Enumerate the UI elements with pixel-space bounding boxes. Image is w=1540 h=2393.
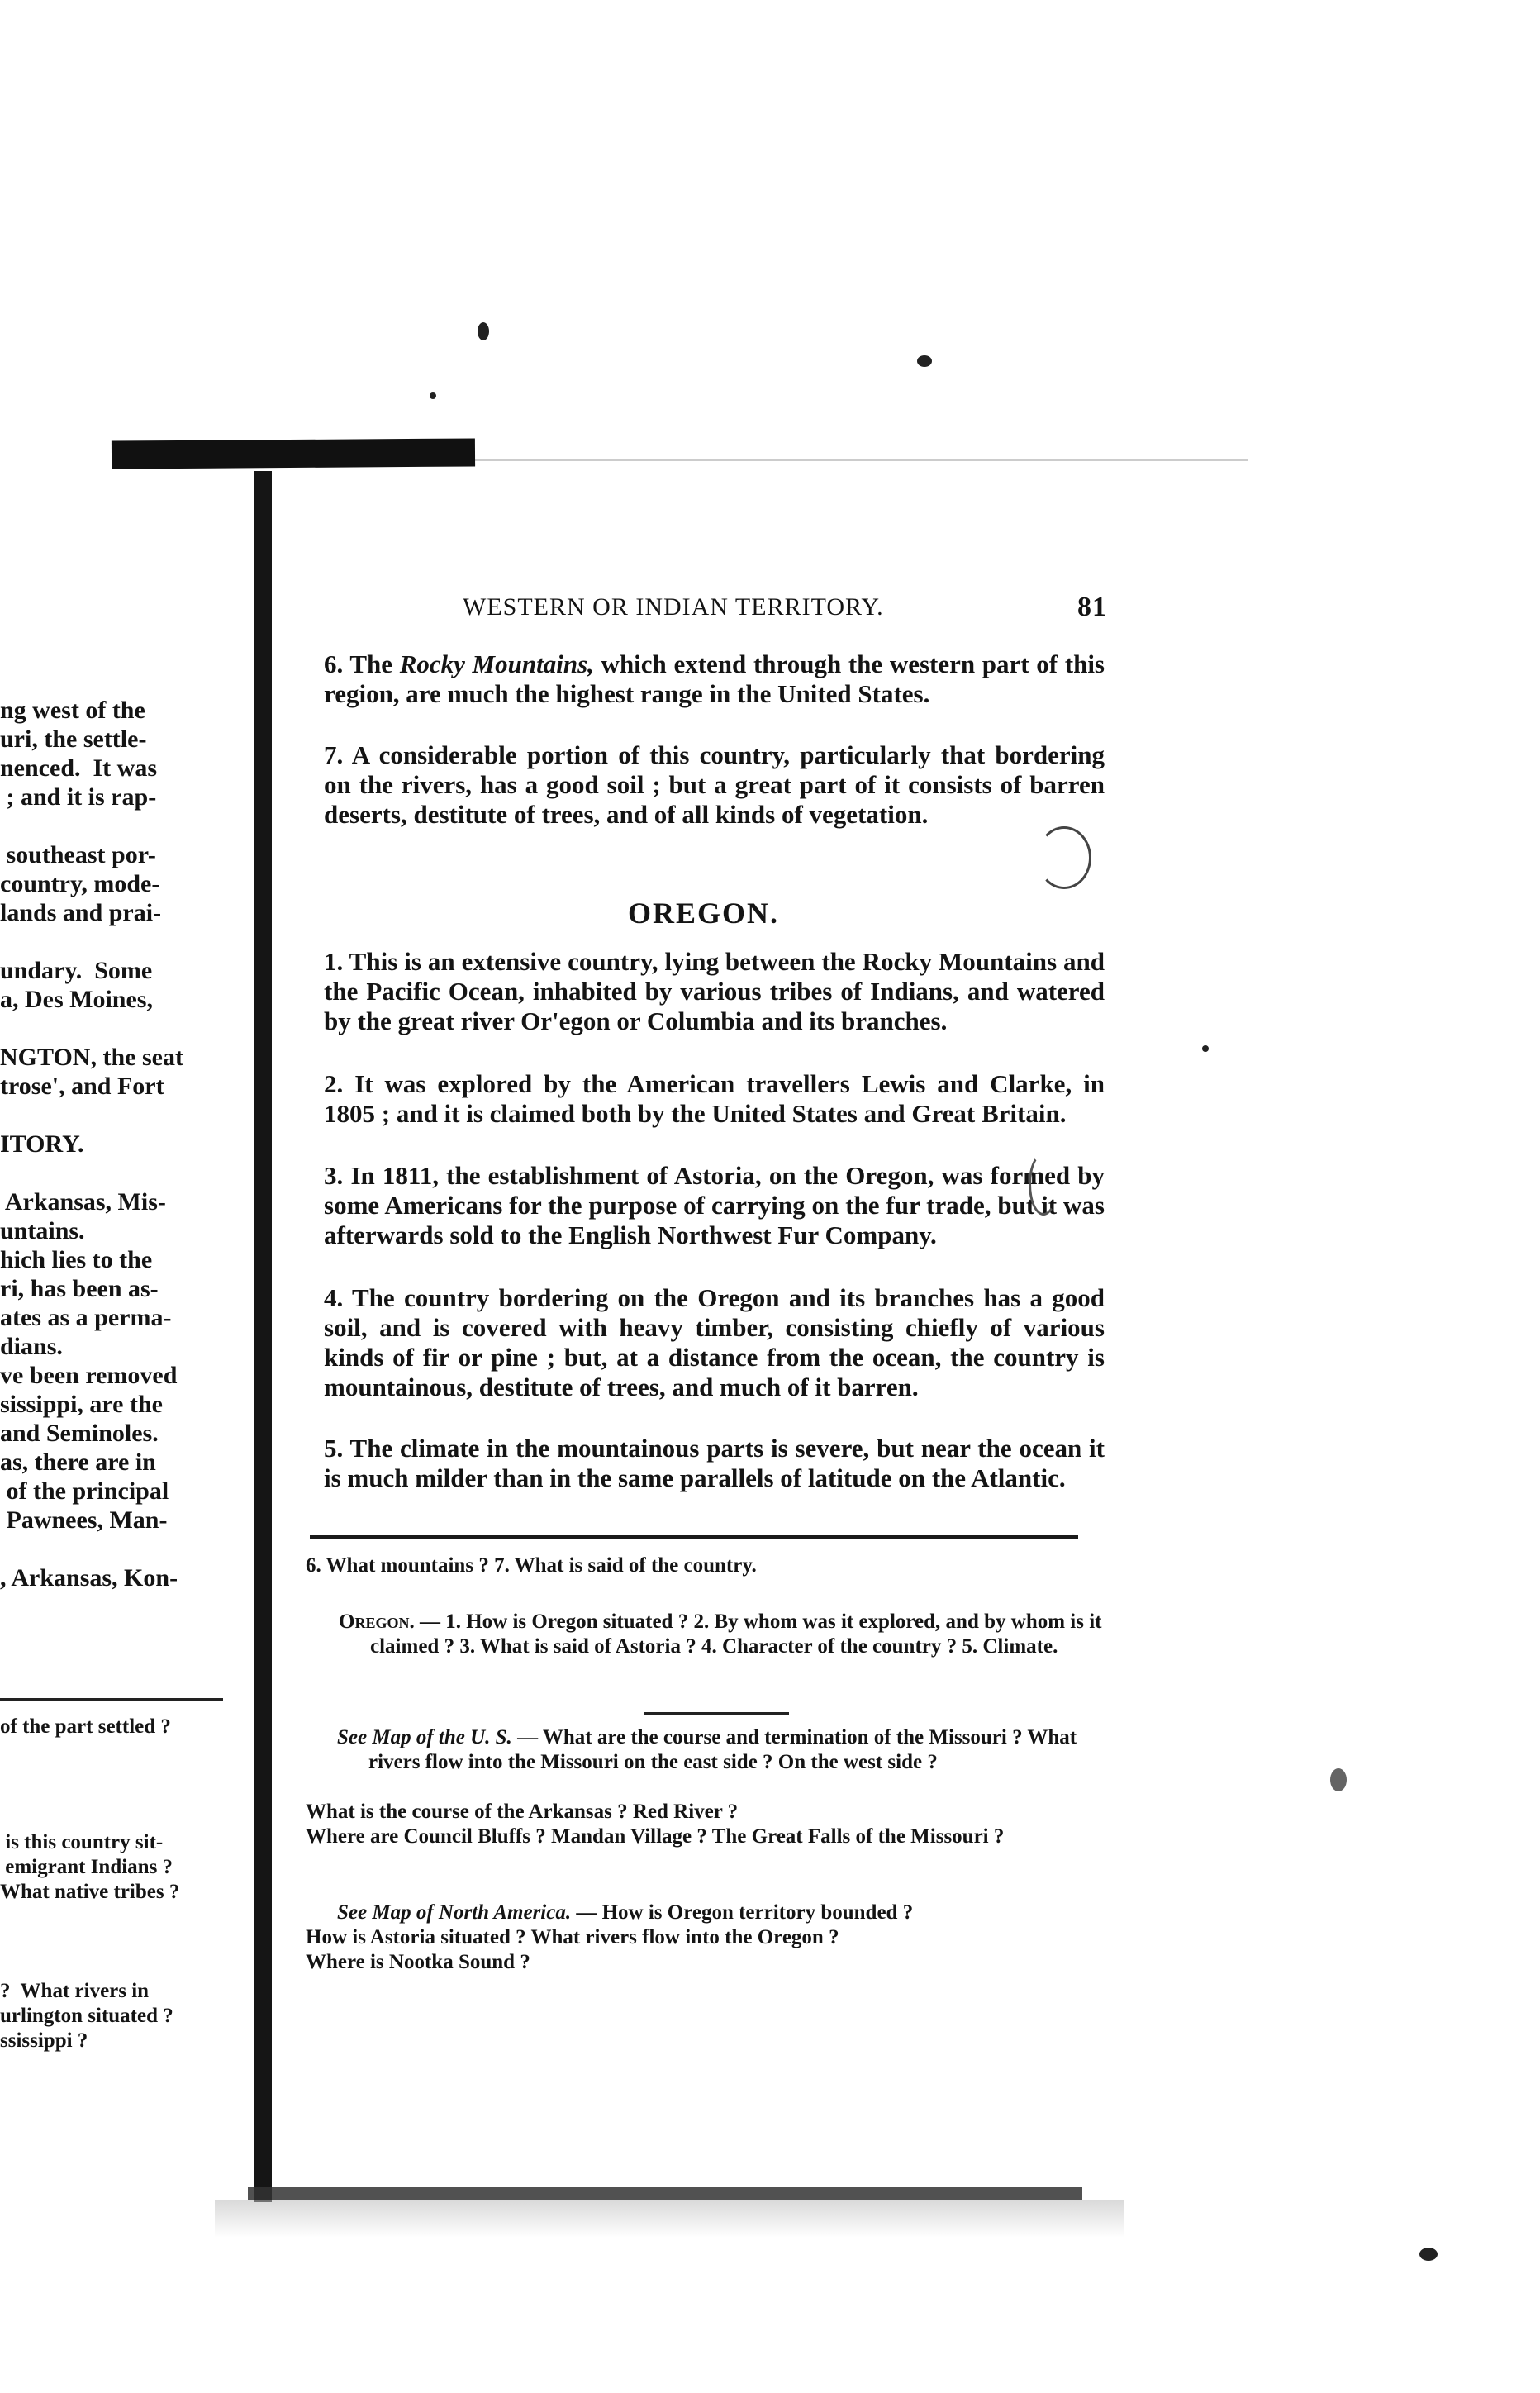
- left-page-line: hich lies to the: [0, 1246, 153, 1273]
- binding-bar-vertical: [254, 471, 272, 2202]
- question-block-1: 6. What mountains ? 7. What is said of the country.: [306, 1554, 757, 1577]
- oregon-paragraph-5: 5. The climate in the mountainous parts is severe, but near the ocean it is much milder than in the same parallels of latitude on the Atlantic.: [324, 1434, 1105, 1492]
- left-page-line: [0, 1158, 221, 1187]
- scan-speck: [478, 322, 489, 340]
- left-page-line: a, Des Moines,: [0, 986, 153, 1013]
- pencil-mark: [1029, 1153, 1058, 1216]
- left-page-line: ve been removed: [0, 1362, 178, 1389]
- oregon-paragraph-1: 1. This is an extensive country, lying between the Rocky Mountains and the Pacific Ocean, inhabited by various tribes of Indians, and watered by the great river Or'egon or Columbia and its branches.: [324, 947, 1105, 1035]
- left-page-text: [0, 696, 221, 1592]
- left-page-line: ; and it is rap-: [0, 783, 157, 811]
- left-page-line: trose', and Fort: [0, 1073, 164, 1100]
- left-page-line: , Arkansas, Kon-: [0, 1564, 178, 1591]
- scan-speck: [1202, 1045, 1209, 1052]
- oregon-paragraph-4: 4. The country bordering on the Oregon and its branches has a good soil, and is covered with heavy timber, consisting chiefly of various kinds of fir or pine ; but, at a distance from the ocean, the country is mountainous, destitute of trees, and much of it barren.: [324, 1283, 1105, 1401]
- left-page-line: and Seminoles.: [0, 1420, 159, 1447]
- page-number: 81: [1077, 592, 1107, 622]
- running-title: WESTERN OR INDIAN TERRITORY.: [463, 593, 884, 621]
- scan-speck: [1330, 1768, 1347, 1791]
- map-question-nootka: Where is Nootka Sound ?: [306, 1951, 530, 1973]
- map-question-arkansas: What is the course of the Arkansas ? Red River ?: [306, 1801, 739, 1823]
- left-page-line: [0, 1014, 221, 1043]
- left-page-line: as, there are in: [0, 1449, 156, 1476]
- left-page-line: of the principal: [0, 1477, 169, 1505]
- left-page-line: southeast por-: [0, 841, 156, 868]
- running-header: [463, 593, 1107, 621]
- left-page-line: country, mode-: [0, 870, 160, 897]
- left-page-line: lands and prai-: [0, 899, 162, 926]
- left-page-line: ng west of the: [0, 697, 145, 724]
- scan-speck: [430, 392, 436, 399]
- left-page-line: ITORY.: [0, 1130, 84, 1158]
- left-page-line: NGTON, the seat: [0, 1044, 183, 1071]
- left-page-line: untains.: [0, 1217, 85, 1244]
- left-page-line: ates as a perma-: [0, 1304, 172, 1331]
- scan-shadow: [215, 2200, 1124, 2238]
- left-page-questions-b: is this country sit- emigrant Indians ? What native tribes ?: [0, 1831, 180, 1903]
- paragraph-6: 6. The Rocky Mountains, which extend through the western part of this region, are much the highest range in the United States.: [324, 649, 1105, 708]
- left-page-line: dians.: [0, 1333, 63, 1360]
- page-edge-line: [475, 459, 1248, 461]
- left-page-line: Pawnees, Man-: [0, 1506, 168, 1534]
- left-page-line: [0, 1101, 221, 1130]
- binding-bar-bottom: [248, 2187, 1082, 2200]
- question-rule: [644, 1712, 789, 1715]
- left-page-line: [0, 927, 221, 956]
- scan-speck: [917, 355, 932, 367]
- section-rule: [310, 1535, 1078, 1539]
- pencil-mark: [1037, 826, 1091, 889]
- left-page-line: uri, the settle-: [0, 726, 147, 753]
- left-page-line: [0, 1534, 221, 1563]
- oregon-paragraph-3: 3. In 1811, the establishment of Astoria, on the Oregon, was formed by some Americans for the purpose of carrying on the fur trade, but it was afterwards sold to the English Northwest Fur Company.: [324, 1161, 1105, 1249]
- paragraph-7: 7. A considerable portion of this country, particularly that bordering on the rivers, has a good soil ; but a great part of it consists of barren deserts, destitute of trees, and of all kinds of vegetation.: [324, 740, 1105, 829]
- left-page-line: Arkansas, Mis-: [0, 1188, 166, 1216]
- left-page-line: sissippi, are the: [0, 1391, 163, 1418]
- question-block-oregon: Oregon. — 1. How is Oregon situated ? 2. By whom was it explored, and by whom is it claimed ? 3. What is said of Astoria ? 4. Character of the country ? 5. Climate.: [339, 1610, 1102, 1658]
- left-page-line: undary. Some: [0, 957, 153, 984]
- oregon-paragraph-2: 2. It was explored by the American travellers Lewis and Clarke, in 1805 ; and it is claimed both by the United States and Great Britain.: [324, 1069, 1105, 1128]
- section-title: OREGON.: [628, 897, 780, 930]
- map-question-us: See Map of the U. S. — What are the course and termination of the Missouri ? What rivers flow into the Missouri on the east side ? On the west side ?: [337, 1726, 1077, 1773]
- map-question-council-bluffs: Where are Council Bluffs ? Mandan Village ? The Great Falls of the Missouri ?: [306, 1825, 1005, 1848]
- left-page-question: of the part settled ?: [0, 1715, 171, 1738]
- scan-speck: [1419, 2248, 1438, 2261]
- map-question-north-america: See Map of North America. — How is Oregon territory bounded ?: [337, 1901, 914, 1924]
- left-page-line: ri, has been as-: [0, 1275, 159, 1302]
- left-page-line: nenced. It was: [0, 754, 158, 782]
- left-page-line: [0, 811, 221, 840]
- binding-bar-top: [112, 438, 475, 469]
- map-question-astoria: How is Astoria situated ? What rivers flow into the Oregon ?: [306, 1926, 839, 1948]
- left-page-questions-c: ? What rivers in urlington situated ? ssissippi ?: [0, 1980, 173, 2052]
- left-page-rule: [0, 1698, 223, 1701]
